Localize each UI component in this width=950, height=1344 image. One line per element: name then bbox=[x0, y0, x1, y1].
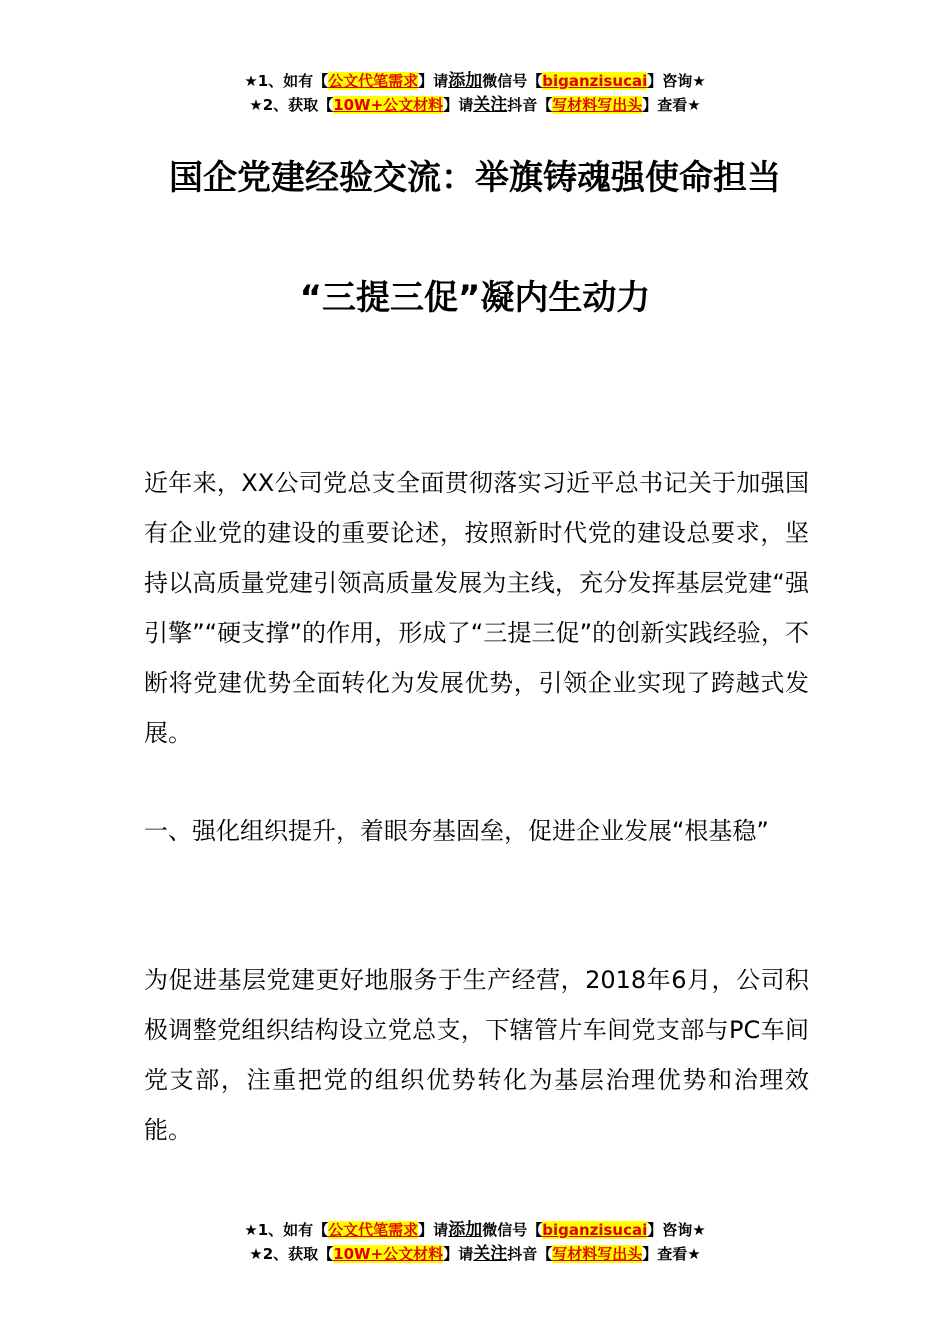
promo-line-2 bbox=[0, 93, 950, 117]
promo-line-2 bbox=[0, 1242, 950, 1266]
wechat-id: biganzisucai bbox=[542, 72, 648, 90]
text: 添加 bbox=[448, 1220, 483, 1240]
highlight: 10W+公文材料 bbox=[333, 1245, 444, 1263]
promo-banner-bottom bbox=[0, 1218, 950, 1266]
text: 】请 bbox=[443, 1245, 474, 1263]
promo-line-1 bbox=[0, 69, 950, 93]
text: ★1、如有【 bbox=[244, 72, 329, 90]
wechat-id: biganzisucai bbox=[542, 1221, 648, 1239]
section-heading-1: 一、强化组织提升，着眼夯基固垒，促进企业发展“根基稳” bbox=[144, 817, 769, 845]
doc-title-line-2: “三提三促”凝内生动力 bbox=[299, 278, 651, 318]
douyin-id: 写材料写出头 bbox=[552, 1245, 643, 1263]
highlight: 公文代笔需求 bbox=[328, 72, 419, 90]
text: 微信号【 bbox=[482, 72, 543, 90]
text: 】请 bbox=[418, 72, 449, 90]
paragraph-section-1: 为促进基层党建更好地服务于生产经营，2018年6月，公司积极调整党组织结构设立党总支，下辖管片车间党支部与PC车间党支部，注重把党的组织优势转化为基层治理优势和治理效能。 bbox=[144, 966, 809, 1144]
text: 】查看★ bbox=[642, 1245, 701, 1263]
text: 】咨询★ bbox=[647, 1221, 706, 1239]
douyin-id: 写材料写出头 bbox=[552, 96, 643, 114]
text: 抖音【 bbox=[507, 96, 553, 114]
text: ★1、如有【 bbox=[244, 1221, 329, 1239]
text: 】查看★ bbox=[642, 96, 701, 114]
text: ★2、获取【 bbox=[249, 1245, 334, 1263]
text: ★2、获取【 bbox=[249, 96, 334, 114]
text: 微信号【 bbox=[482, 1221, 543, 1239]
highlight: 公文代笔需求 bbox=[328, 1221, 419, 1239]
text: 】请 bbox=[443, 96, 474, 114]
promo-line-1 bbox=[0, 1218, 950, 1242]
text: 抖音【 bbox=[507, 1245, 553, 1263]
doc-title-line-1: 国企党建经验交流：举旗铸魂强使命担当 bbox=[169, 158, 781, 198]
text: 】请 bbox=[418, 1221, 449, 1239]
highlight: 10W+公文材料 bbox=[333, 96, 444, 114]
paragraph-intro: 近年来，XX公司党总支全面贯彻落实习近平总书记关于加强国有企业党的建设的重要论述，按照新时代党的建设总要求，坚持以高质量党建引领高质量发展为主线，充分发挥基层党建“强引擎”“硬支撑”的作用，形成了“三提三促”的创新实践经验，不断将党建优势全面转化为发展优势，引领企业实现了跨越式发展。 bbox=[144, 469, 809, 747]
text: 】咨询★ bbox=[647, 72, 706, 90]
text: 添加 bbox=[448, 71, 483, 91]
text: 关注 bbox=[473, 1244, 508, 1264]
promo-banner-top bbox=[0, 69, 950, 117]
text: 关注 bbox=[473, 95, 508, 115]
